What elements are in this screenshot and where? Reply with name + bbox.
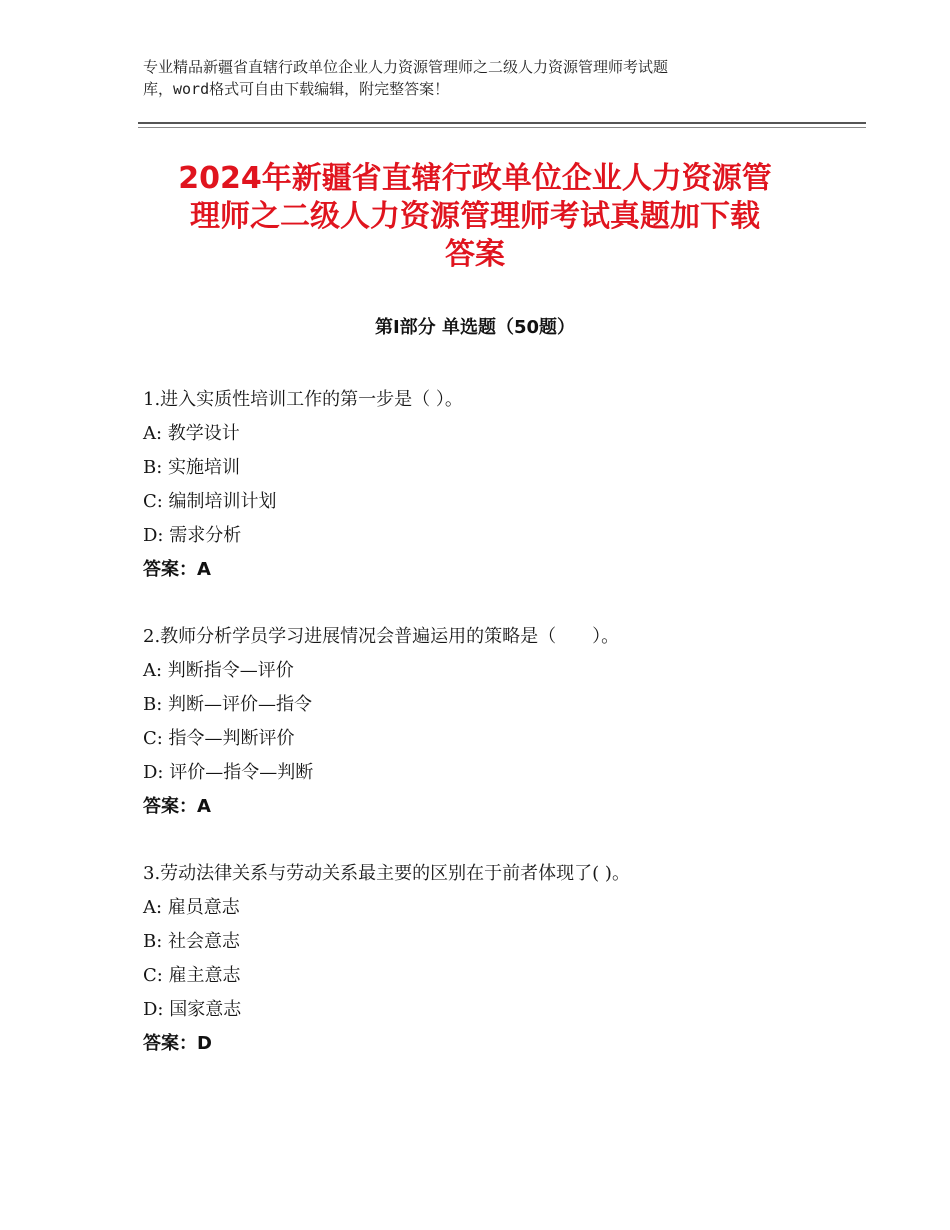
option-b: B: 社会意志 xyxy=(143,931,241,952)
option-c: C: 雇主意志 xyxy=(143,965,241,986)
option-d: D: 评价—指令—判断 xyxy=(143,762,314,783)
option-b: B: 实施培训 xyxy=(143,457,241,478)
option-b: B: 判断—评价—指令 xyxy=(143,694,313,715)
question-text: 3.劳动法律关系与劳动关系最主要的区别在于前者体现了( )。 xyxy=(143,863,630,884)
document-title xyxy=(110,160,840,274)
option-c: C: 指令—判断评价 xyxy=(143,728,295,749)
header-divider xyxy=(138,127,866,128)
option-a: A: 教学设计 xyxy=(143,423,240,444)
option-d: D: 需求分析 xyxy=(143,525,242,546)
title-line: 理师之二级人力资源管理师考试真题加下载 xyxy=(190,199,760,234)
answer-label: 答案：A xyxy=(143,796,211,817)
section-title: 第Ⅰ部分 单选题（50题） xyxy=(374,317,575,338)
question-item xyxy=(143,383,843,587)
option-a: A: 判断指令—评价 xyxy=(143,660,294,681)
header-note-line: 专业精品新疆省直辖行政单位企业人力资源管理师之二级人力资源管理师考试题 xyxy=(143,58,669,76)
question-item xyxy=(143,857,843,1061)
option-d: D: 国家意志 xyxy=(143,999,242,1020)
header-note xyxy=(143,56,823,100)
title-line: 答案 xyxy=(445,237,505,272)
answer-label: 答案：A xyxy=(143,559,211,580)
question-list xyxy=(143,383,843,1094)
header-note-line: 库，word格式可自由下载编辑，附完整答案！ xyxy=(143,80,450,98)
header-divider xyxy=(138,122,866,124)
answer-label: 答案：D xyxy=(143,1033,212,1054)
option-c: C: 编制培训计划 xyxy=(143,491,277,512)
question-text: 1.进入实质性培训工作的第一步是（ ）。 xyxy=(143,389,463,410)
title-line: 2024年新疆省直辖行政单位企业人力资源管 xyxy=(178,161,772,196)
question-text: 2.教师分析学员学习进展情况会普遍运用的策略是（ ）。 xyxy=(143,626,620,647)
question-item xyxy=(143,620,843,824)
option-a: A: 雇员意志 xyxy=(143,897,240,918)
